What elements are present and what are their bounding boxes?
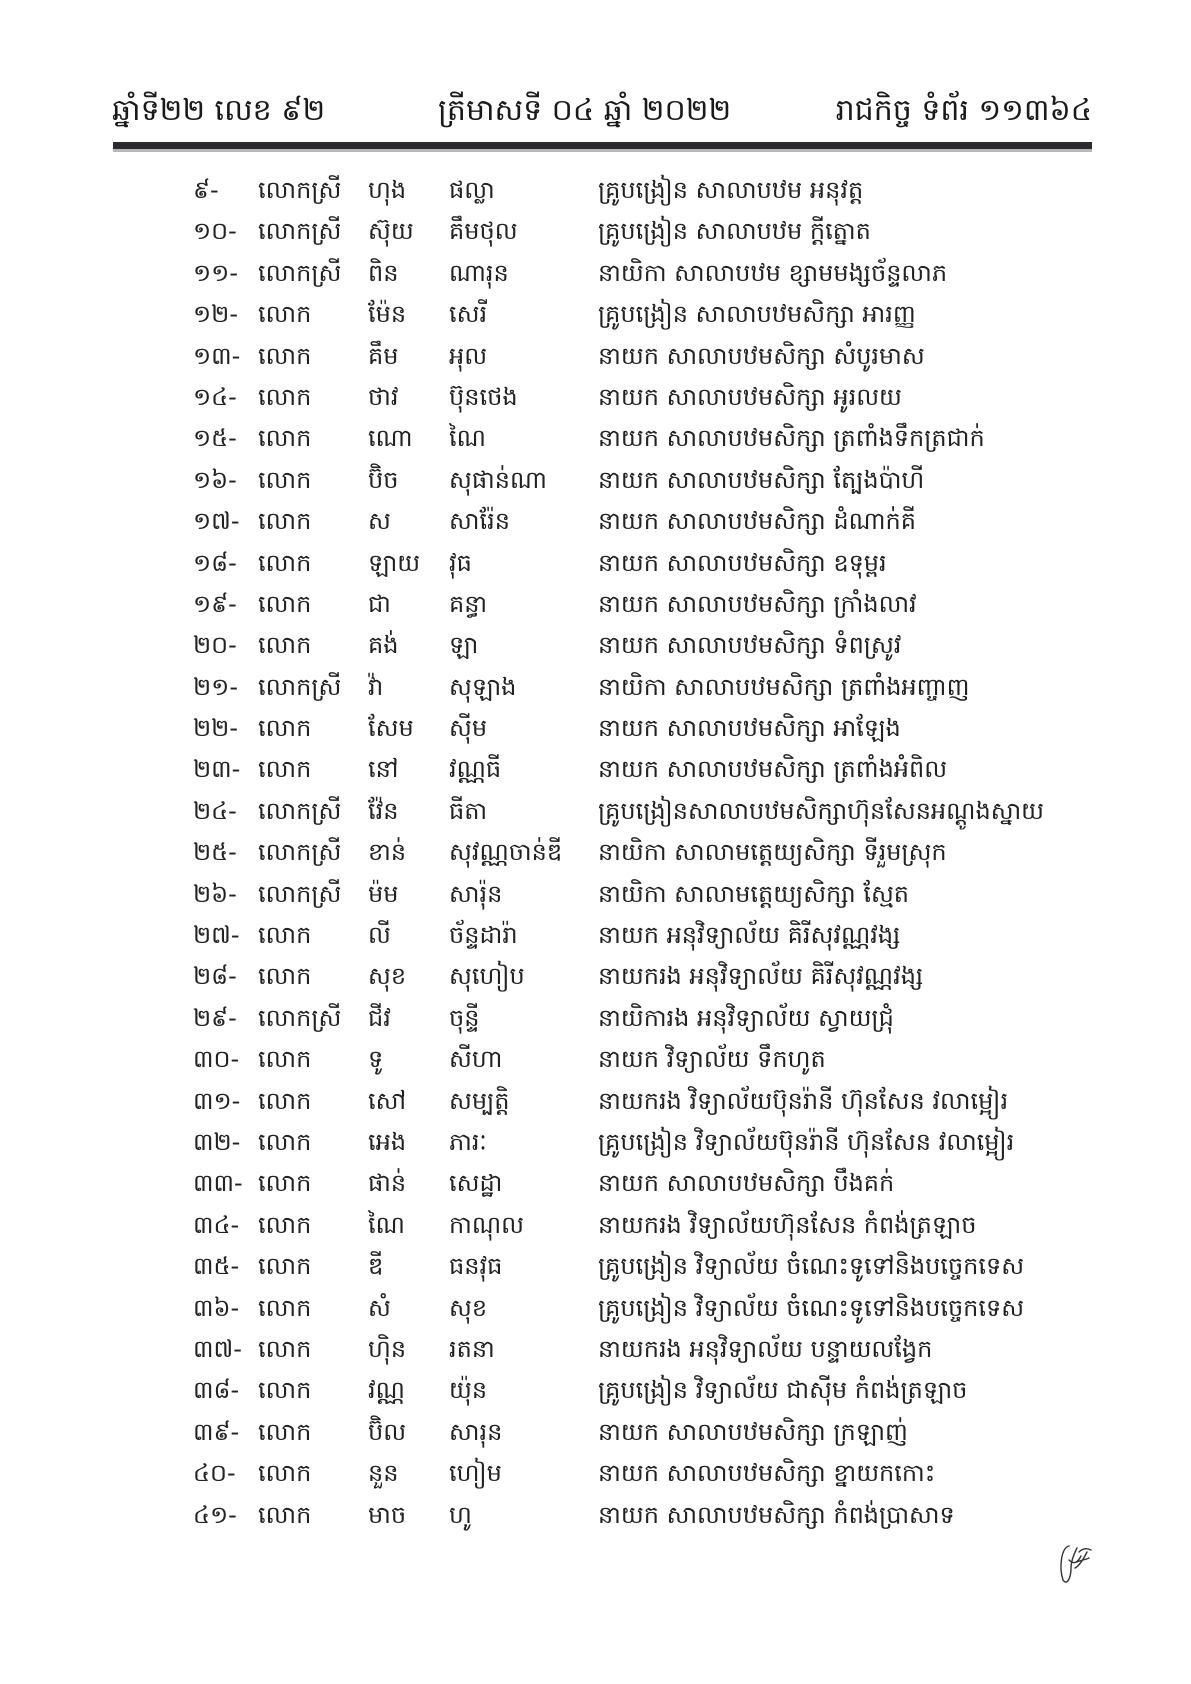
list-item <box>0 832 1191 873</box>
item-number: ២១- <box>193 672 238 701</box>
position: នាយិកា សាលាមត្តេយ្យសិក្សា ទីរួមស្រុក <box>598 838 947 867</box>
surname: នៅ <box>368 755 399 784</box>
given-name: សារ៉ែន <box>449 507 510 536</box>
list-item <box>0 1163 1191 1204</box>
surname: ហ៊ិន <box>368 1334 407 1363</box>
given-name: សុហៀប <box>449 962 525 991</box>
item-number: ៣១- <box>193 1086 241 1115</box>
given-name: កាណុល <box>449 1210 524 1239</box>
honorific: លោកស្រី <box>258 879 342 908</box>
list-item <box>0 253 1191 294</box>
list-item <box>0 211 1191 252</box>
surname: ស <box>368 507 391 536</box>
surname: គឹម <box>368 341 399 370</box>
given-name: រតនា <box>449 1334 495 1363</box>
given-name: ធីតា <box>449 796 488 825</box>
item-number: ១០- <box>193 217 237 246</box>
position: នាយក អនុវិទ្យាល័យ គិរីសុវណ្ណវង្ស <box>598 921 901 950</box>
honorific: លោក <box>258 1086 312 1115</box>
item-number: ៣៣- <box>193 1169 243 1198</box>
given-name: ណារុន <box>449 258 509 287</box>
given-name: ប៊ុនថេង <box>449 382 518 411</box>
list-item <box>0 956 1191 997</box>
surname: វ៉ា <box>368 672 384 701</box>
item-number: ១១- <box>193 258 238 287</box>
item-number: ១២- <box>193 300 238 329</box>
position: គ្រូបង្រៀន វិទ្យាល័យ ចំណេះទូទៅនិងបច្ចេកទេស <box>598 1252 1025 1281</box>
honorific: លោក <box>258 1334 312 1363</box>
surname: មាច <box>368 1500 407 1529</box>
honorific: លោកស្រី <box>258 176 342 204</box>
surname: ប៊ិច <box>368 465 399 494</box>
item-number: ២៨- <box>193 962 237 991</box>
surname: សំ <box>368 1293 391 1322</box>
item-number: ១៨- <box>193 548 237 577</box>
given-name: វុធ <box>449 548 472 577</box>
position: គ្រូបង្រៀន សាលាបឋម អនុវត្ត <box>598 176 864 204</box>
surname: ម៉ម <box>368 879 399 908</box>
position: នាយក សាលាបឋមសិក្សា អាឡែង <box>598 714 901 743</box>
list-item <box>0 1495 1191 1536</box>
given-name: សេរី <box>449 300 488 329</box>
surname: ណៃ <box>368 1210 405 1239</box>
header-divider <box>113 142 1092 152</box>
given-name: គន្ធា <box>449 589 488 618</box>
list-item <box>0 1370 1191 1411</box>
item-number: ៣០- <box>193 1045 240 1074</box>
position: គ្រូបង្រៀន សាលាបឋមសិក្សា អារញ្ញ <box>598 300 916 329</box>
position: នាយក សាលាបឋមសិក្សា ត្រពាំងទឹកត្រជាក់ <box>598 424 985 453</box>
given-name: សុវណ្ណចាន់ឌី <box>449 838 563 867</box>
page-header <box>112 86 1092 136</box>
honorific: លោក <box>258 1252 312 1281</box>
list-item <box>0 1205 1191 1246</box>
surname: ជា <box>368 589 391 618</box>
given-name: សម្បត្តិ <box>449 1086 510 1115</box>
honorific: លោកស្រី <box>258 838 342 867</box>
list-item <box>0 915 1191 956</box>
surname: ថាវ <box>368 382 399 411</box>
given-name: វណ្ណធី <box>449 755 502 784</box>
item-number: ១៤- <box>193 382 237 411</box>
position: នាយករង អនុវិទ្យាល័យ គិរីសុវណ្ណវង្ស <box>598 962 924 991</box>
item-number: ២៣- <box>193 755 241 784</box>
list-item <box>0 1122 1191 1163</box>
item-number: ៣៨- <box>193 1376 240 1405</box>
item-number: ១៩- <box>193 589 237 618</box>
list-item <box>0 749 1191 790</box>
surname: ឌី <box>368 1252 384 1281</box>
given-name: យ៉ុន <box>449 1376 488 1405</box>
item-number: ៩- <box>193 176 219 204</box>
honorific: លោក <box>258 755 312 784</box>
given-name: ហៀម <box>449 1459 502 1488</box>
position: នាយករង វិទ្យាល័យប៊ុនរ៉ានី ហ៊ុនសែន វលាម្អៀរ <box>598 1086 1009 1115</box>
list-item <box>0 1453 1191 1494</box>
honorific: លោក <box>258 589 312 618</box>
list-item <box>0 460 1191 501</box>
list-item <box>0 543 1191 584</box>
given-name: ចុន្ទី <box>449 1003 480 1032</box>
item-number: ៣២- <box>193 1127 241 1156</box>
honorific: លោក <box>258 1459 312 1488</box>
item-number: ១៣- <box>193 341 241 370</box>
position: នាយក វិទ្យាល័យ ទឹកហូត <box>598 1045 826 1074</box>
honorific: លោក <box>258 548 312 577</box>
position: នាយក សាលាបឋមសិក្សា ត្រពាំងអំពិល <box>598 755 948 784</box>
list-item <box>0 584 1191 625</box>
list-item <box>0 1412 1191 1453</box>
position: នាយក សាលាបឋមសិក្សា ក្រាំងលាវ <box>598 589 917 618</box>
item-number: ១៥- <box>193 424 237 453</box>
surname: នួន <box>368 1459 399 1488</box>
list-item <box>0 294 1191 335</box>
honorific: លោក <box>258 1417 312 1446</box>
item-number: ៣៦- <box>193 1293 240 1322</box>
surname: លី <box>368 921 391 950</box>
surname: គង់ <box>368 631 399 660</box>
signature-initials-icon <box>1055 1538 1095 1588</box>
honorific: លោក <box>258 714 312 743</box>
given-name: ច័ន្ទដារ៉ា <box>449 921 518 950</box>
list-item <box>0 708 1191 749</box>
item-number: ២០- <box>193 631 237 660</box>
item-number: ៣៩- <box>193 1417 240 1446</box>
list-item <box>0 170 1191 211</box>
position: នាយក សាលាបឋមសិក្សា សំបូរមាស <box>598 341 925 370</box>
surname: សុខ <box>368 962 407 991</box>
given-name: សារ៉ុន <box>449 879 503 908</box>
honorific: លោក <box>258 1500 312 1529</box>
issue-info: ឆ្នាំទី២២ លេខ ៩២ <box>112 93 326 128</box>
given-name: ធនវុធ <box>449 1252 503 1281</box>
honorific: លោក <box>258 1376 312 1405</box>
list-item <box>0 791 1191 832</box>
surname: ឡាយ <box>368 548 421 577</box>
honorific: លោក <box>258 631 312 660</box>
given-name: ស៊ីម <box>449 714 488 743</box>
surname: ខាន់ <box>368 838 407 867</box>
item-number: ៣៤- <box>193 1210 240 1239</box>
honorific: លោកស្រី <box>258 217 342 246</box>
position: នាយក សាលាបឋមសិក្សា ឧទុម្ពរ <box>598 548 887 577</box>
item-number: ២៥- <box>193 838 237 867</box>
given-name: ផល្លា <box>449 176 495 204</box>
item-number: ២៤- <box>193 796 237 825</box>
surname: ទូ <box>368 1045 384 1074</box>
list-item <box>0 1288 1191 1329</box>
list-item <box>0 1039 1191 1080</box>
surname: អេង <box>368 1127 407 1156</box>
surname: ពិន <box>368 258 399 287</box>
list-item <box>0 625 1191 666</box>
given-name: សុឡាង <box>449 672 517 701</box>
position: នាយក សាលាបឋមសិក្សា បឹងគក់ <box>598 1169 895 1198</box>
position: នាយក សាលាបឋមសិក្សា ត្បែងប៉ាហី <box>598 465 925 494</box>
item-number: ៣៧- <box>193 1334 242 1363</box>
surname: វណ្ណ <box>368 1376 405 1405</box>
given-name: សារុន <box>449 1417 503 1446</box>
list-item <box>0 1329 1191 1370</box>
honorific: លោក <box>258 921 312 950</box>
surname: ប៊ិល <box>368 1417 407 1446</box>
list-item <box>0 874 1191 915</box>
position: នាយក សាលាបឋមសិក្សា អូរលយ <box>598 382 902 411</box>
surname: ហុង <box>368 176 407 204</box>
list-item <box>0 667 1191 708</box>
honorific: លោកស្រី <box>258 258 342 287</box>
honorific: លោក <box>258 465 312 494</box>
given-name: សុខ <box>449 1293 488 1322</box>
list-item <box>0 501 1191 542</box>
item-number: ៣៥- <box>193 1252 240 1281</box>
given-name: ណៃ <box>449 424 486 453</box>
position: នាយករង វិទ្យាល័យហ៊ុនសែន កំពង់ត្រឡាច <box>598 1210 977 1239</box>
honorific: លោក <box>258 962 312 991</box>
item-number: ២៧- <box>193 921 240 950</box>
honorific: លោក <box>258 1210 312 1239</box>
given-name: សេដ្ឋា <box>449 1169 503 1198</box>
position: នាយក សាលាបឋមសិក្សា ក្រឡាញ់ <box>598 1417 908 1446</box>
honorific: លោក <box>258 341 312 370</box>
given-name: ឡា <box>449 631 479 660</box>
page-number: រាជកិច្ច ទំព័រ ១១៣៦៤ <box>835 93 1092 128</box>
honorific: លោក <box>258 1293 312 1322</box>
item-number: ១៦- <box>193 465 237 494</box>
list-item <box>0 418 1191 459</box>
list-item <box>0 336 1191 377</box>
surname: ជីវ <box>368 1003 391 1032</box>
honorific: លោកស្រី <box>258 796 342 825</box>
item-number: ៤១- <box>193 1500 237 1529</box>
surname: សៅ <box>368 1086 407 1115</box>
position: គ្រូបង្រៀន វិទ្យាល័យ ចំណេះទូទៅនិងបច្ចេកទេស <box>598 1293 1025 1322</box>
item-number: ១៧- <box>193 507 240 536</box>
surname: ផាន់ <box>368 1169 407 1198</box>
position: នាយិកា សាលាមត្តេយ្យសិក្សា ស្មែត <box>598 879 910 908</box>
honorific: លោក <box>258 1169 312 1198</box>
honorific: លោក <box>258 1127 312 1156</box>
given-name: អុល <box>449 341 488 370</box>
honorific: លោក <box>258 507 312 536</box>
list-item <box>0 998 1191 1039</box>
item-number: ២៩- <box>193 1003 237 1032</box>
position: គ្រូបង្រៀន វិទ្យាល័យប៊ុនរ៉ានី ហ៊ុនសែន វលាម្អៀរ <box>598 1127 1015 1156</box>
position: នាយិកា សាលាបឋមសិក្សា ត្រពាំងអញ្ចាញ <box>598 672 970 701</box>
surname: វ៉ែន <box>368 796 399 825</box>
quarter-info: ត្រីមាសទី ០៤ ឆ្នាំ ២០២២ <box>438 93 732 128</box>
position: នាយក សាលាបឋមសិក្សា ខ្នាយកកោះ <box>598 1459 936 1488</box>
honorific: លោក <box>258 424 312 453</box>
honorific: លោកស្រី <box>258 1003 342 1032</box>
surname: ម៉ែន <box>368 300 407 329</box>
given-name: ហូ <box>449 1500 472 1529</box>
surname: ណោ <box>368 424 413 453</box>
position: នាយក សាលាបឋមសិក្សា ដំណាក់គី <box>598 507 916 536</box>
surname: ស៊ុយ <box>368 217 414 246</box>
position: គ្រូបង្រៀន វិទ្យាល័យ ជាស៊ីម កំពង់ត្រឡាច <box>598 1376 968 1405</box>
given-name: ភារៈ <box>449 1127 487 1156</box>
list-item <box>0 1081 1191 1122</box>
position: នាយក សាលាបឋមសិក្សា កំពង់ប្រាសាទ <box>598 1500 955 1529</box>
list-item <box>0 377 1191 418</box>
given-name: សុផាន់ណា <box>449 465 547 494</box>
honorific: លោក <box>258 300 312 329</box>
personnel-list <box>0 170 1191 1536</box>
item-number: ២៦- <box>193 879 237 908</box>
item-number: ២២- <box>193 714 238 743</box>
honorific: លោក <box>258 382 312 411</box>
position: នាយិកា សាលាបឋម ខ្សាមមង្សច័ន្ទលាភ <box>598 258 948 287</box>
position: នាយករង អនុវិទ្យាល័យ បន្ទាយលង្វែក <box>598 1334 933 1363</box>
given-name: គឹមថុល <box>449 217 518 246</box>
list-item <box>0 1246 1191 1287</box>
position: នាយិការង អនុវិទ្យាល័យ ស្វាយជ្រុំ <box>598 1003 894 1032</box>
position: នាយក សាលាបឋមសិក្សា ទំពស្រូវ <box>598 631 902 660</box>
position: គ្រូបង្រៀនសាលាបឋមសិក្សាហ៊ុនសែនអណ្ដូងស្នាយ <box>598 796 1045 825</box>
honorific: លោក <box>258 1045 312 1074</box>
given-name: សីហា <box>449 1045 503 1074</box>
position: គ្រូបង្រៀន សាលាបឋម ក្ដីត្នោត <box>598 217 871 246</box>
surname: សែម <box>368 714 414 743</box>
honorific: លោកស្រី <box>258 672 342 701</box>
item-number: ៤០- <box>193 1459 236 1488</box>
